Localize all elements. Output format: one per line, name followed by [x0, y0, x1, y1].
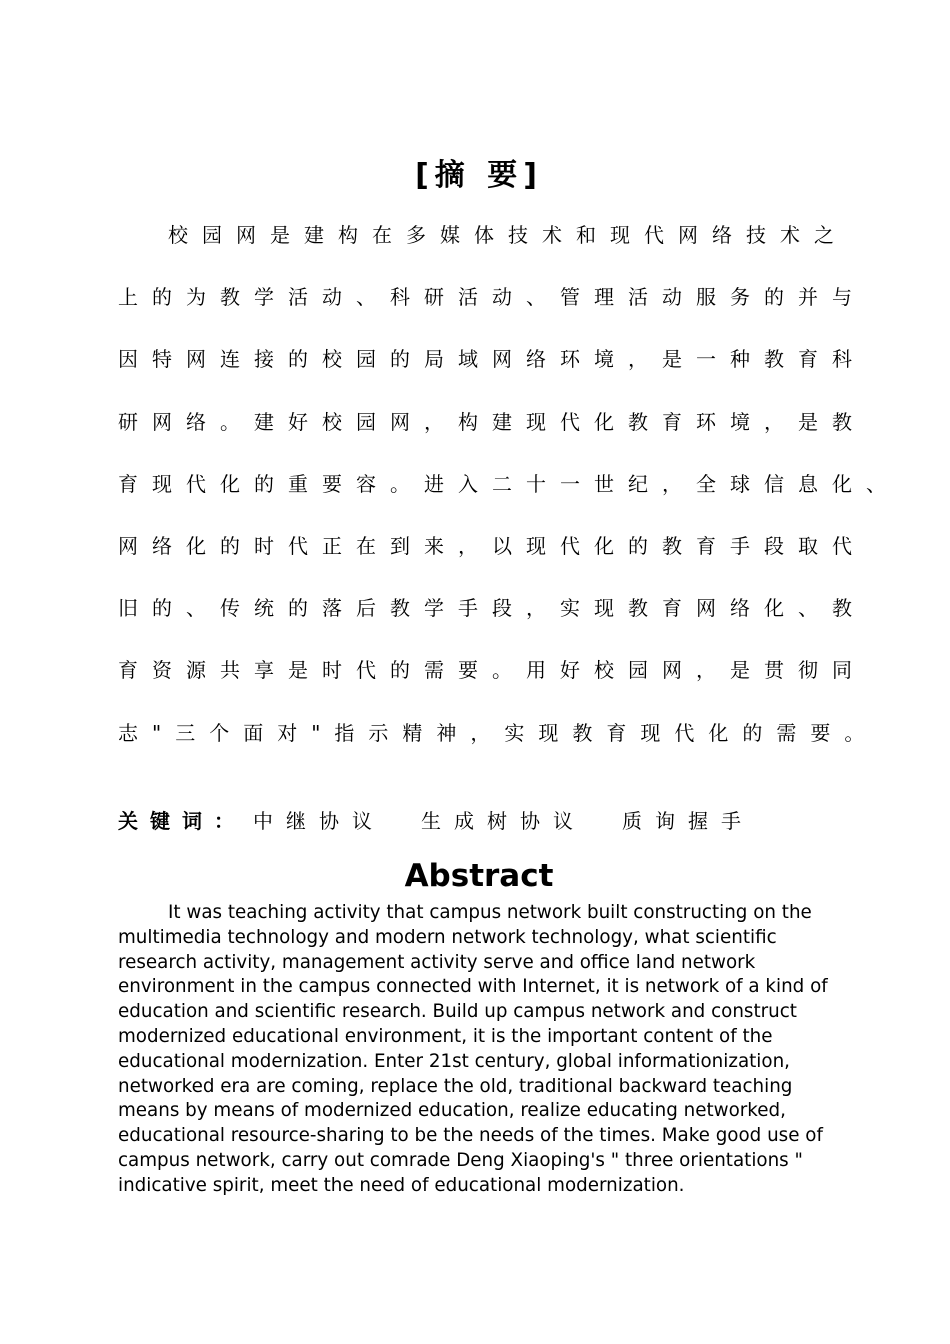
english-abstract-title: Abstract — [404, 858, 554, 894]
chinese-abstract-line: 育现代化的重要容。进入二十一世纪，全球信息化、 — [118, 472, 900, 496]
keywords-label: 关键词： — [118, 809, 246, 833]
chinese-abstract-line: 志"三个面对"指示精神，实现教育现代化的需要。 — [118, 721, 879, 745]
chinese-abstract-line: 因特网连接的校园的局域网络环境，是一种教育科 — [118, 347, 866, 371]
chinese-abstract-line: 校园网是建构在多媒体技术和现代网络技术之 — [168, 223, 848, 247]
chinese-abstract-line: 网络化的时代正在到来，以现代化的教育手段取代 — [118, 534, 866, 558]
chinese-abstract-line: 上的为教学活动、科研活动、管理活动服务的并与 — [118, 285, 866, 309]
keywords-row — [118, 806, 790, 836]
english-abstract-body: It was teaching activity that campus network built constructing on the multimedia technology and modern network technology, what scientific research activity, management activity serve and office land network environment in the campus connected with Internet, it is network of a kind of education and scientific research. Build up campus network and construct modernized educational environment, it is the important content of the educational modernization. Enter 21st century, global informationization, networked era are coming, replace the old, traditional backward teaching means by means of modernized education, realize educating networked, educational resource-sharing to be the needs of the times. Make good use of campus network, carry out comrade Deng Xiaoping's " three orientations " indicative spirit, meet the need of educational modernization. — [118, 902, 828, 1196]
chinese-abstract-line: 旧的、传统的落后教学手段，实现教育网络化、教 — [118, 596, 866, 620]
chinese-abstract-line: 育资源共享是时代的需要。用好校园网，是贯彻同 — [118, 658, 866, 682]
chinese-abstract-line: 研网络。建好校园网，构建现代化教育环境，是教 — [118, 410, 866, 434]
keyword-item: 中继协议 — [253, 809, 385, 833]
keyword-item: 质询握手 — [622, 809, 754, 833]
keyword-item: 生成树协议 — [421, 809, 586, 833]
chinese-abstract-title: [摘 要] — [415, 158, 543, 193]
